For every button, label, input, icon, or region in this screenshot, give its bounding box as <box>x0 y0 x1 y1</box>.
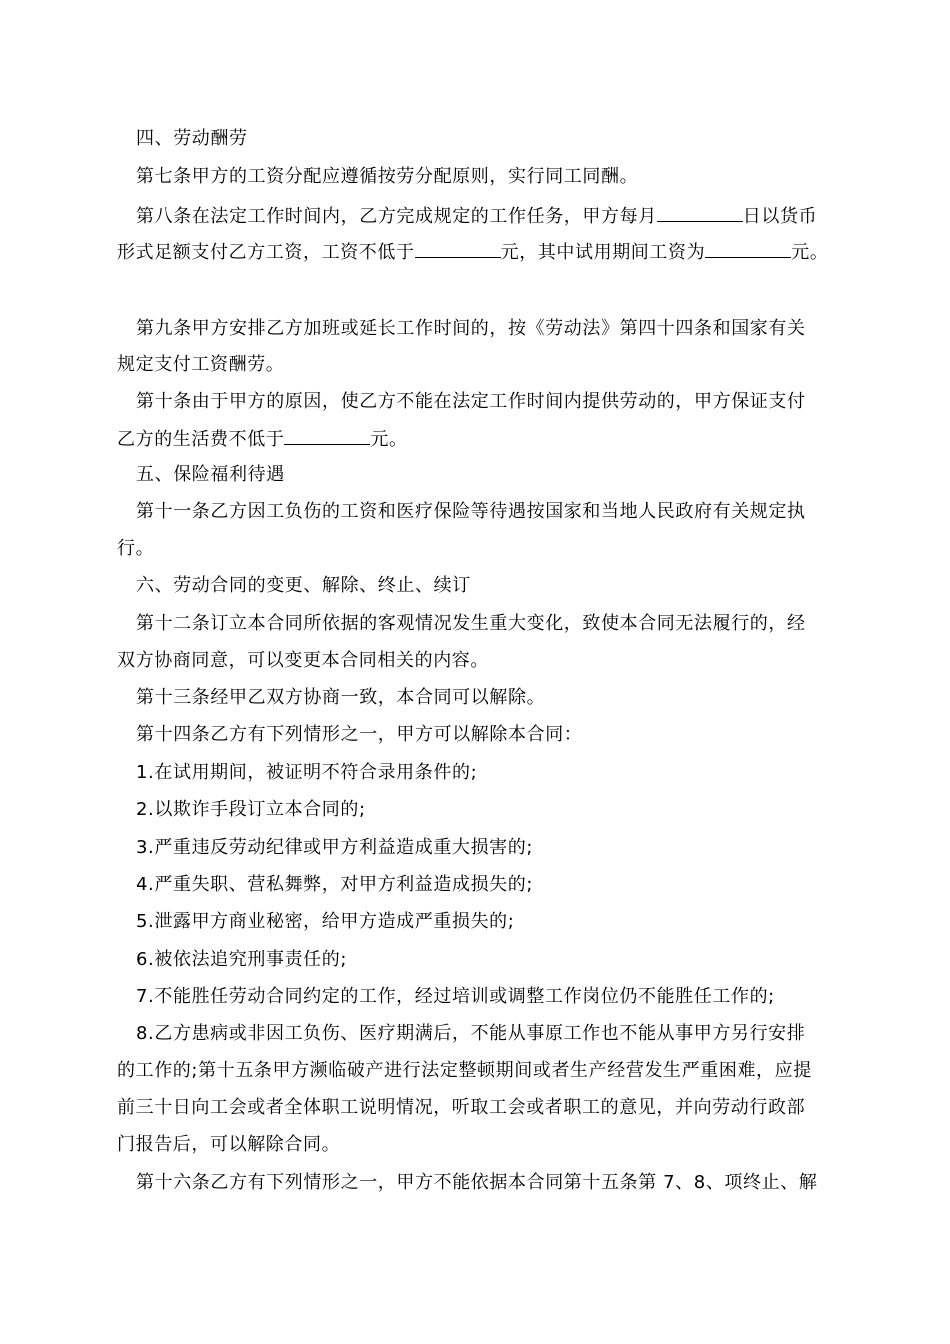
article-7: 第七条甲方的工资分配应遵循按劳分配原则，实行同工同酬。 <box>136 166 639 187</box>
article-9-line-2: 规定支付工资酬劳。 <box>117 354 285 375</box>
article-13: 第十三条经甲乙双方协商一致，本合同可以解除。 <box>136 687 546 708</box>
living-allowance-blank <box>284 427 370 445</box>
article-11-line-2: 行。 <box>117 538 155 559</box>
article-8-text-3: 形式足额支付乙方工资，工资不低于 <box>117 242 415 263</box>
section-heading-insurance: 五、保险福利待遇 <box>136 464 285 485</box>
section-heading-contract-changes: 六、劳动合同的变更、解除、终止、续订 <box>136 575 471 596</box>
list-item-8-line-3: 前三十日向工会或者全体职工说明情况，听取工会或者职工的意见，并向劳动行政部 <box>117 1097 806 1118</box>
article-8-line-2 <box>117 240 847 265</box>
list-item-2: 2.以欺诈手段订立本合同的; <box>136 799 366 820</box>
list-item-5: 5.泄露甲方商业秘密，给甲方造成严重损失的; <box>136 911 515 932</box>
article-16-line-1: 第十六条乙方有下列情形之一，甲方不能依据本合同第十五条第 7、8、项终止、解 <box>136 1172 818 1193</box>
list-item-3: 3.严重违反劳动纪律或甲方利益造成重大损害的; <box>136 837 534 858</box>
list-item-1: 1.在试用期间，被证明不符合录用条件的; <box>136 762 478 783</box>
article-12-line-2: 双方协商同意，可以变更本合同相关的内容。 <box>117 650 489 671</box>
list-item-4: 4.严重失职、营私舞弊，对甲方利益造成损失的; <box>136 874 534 895</box>
article-12-line-1: 第十二条订立本合同所依据的客观情况发生重大变化，致使本合同无法履行的，经 <box>136 613 806 634</box>
article-8-text-4: 元，其中试用期间工资为 <box>500 242 706 263</box>
article-8-text-2: 日以货币 <box>742 206 818 227</box>
list-item-8-line-4: 门报告后，可以解除合同。 <box>117 1134 341 1155</box>
article-11-line-1: 第十一条乙方因工负伤的工资和医疗保险等待遇按国家和当地人民政府有关规定执 <box>136 501 806 522</box>
article-10-text-3: 元。 <box>370 429 408 450</box>
article-10-text-2: 乙方的生活费不低于 <box>117 429 285 450</box>
article-8-text-1: 第八条在法定工作时间内，乙方完成规定的工作任务，甲方每月 <box>136 206 657 227</box>
probation-salary-blank <box>705 240 791 258</box>
article-9-line-1: 第九条甲方安排乙方加班或延长工作时间的，按《劳动法》第四十四条和国家有关 <box>136 318 806 339</box>
list-item-6: 6.被依法追究刑事责任的; <box>136 949 348 970</box>
article-14: 第十四条乙方有下列情形之一，甲方可以解除本合同： <box>136 724 583 745</box>
salary-minimum-blank <box>415 240 501 258</box>
article-8-text-5: 元。 <box>791 242 829 263</box>
list-item-8-line-1: 8.乙方患病或非因工负伤、医疗期满后，不能从事原工作也不能从事甲方另行安排 <box>136 1023 806 1044</box>
article-8-line-1 <box>136 204 866 229</box>
article-10-line-2 <box>117 427 847 452</box>
article-10-line-1: 第十条由于甲方的原因，使乙方不能在法定工作时间内提供劳动的，甲方保证支付 <box>136 391 806 412</box>
pay-day-blank <box>657 204 743 222</box>
section-heading-remuneration: 四、劳动酬劳 <box>136 128 248 149</box>
list-item-8-line-2: 的工作的;第十五条甲方濒临破产进行法定整顿期间或者生产经营发生严重困难，应提 <box>117 1060 812 1081</box>
list-item-7: 7.不能胜任劳动合同约定的工作，经过培训或调整工作岗位仍不能胜任工作的; <box>136 986 775 1007</box>
